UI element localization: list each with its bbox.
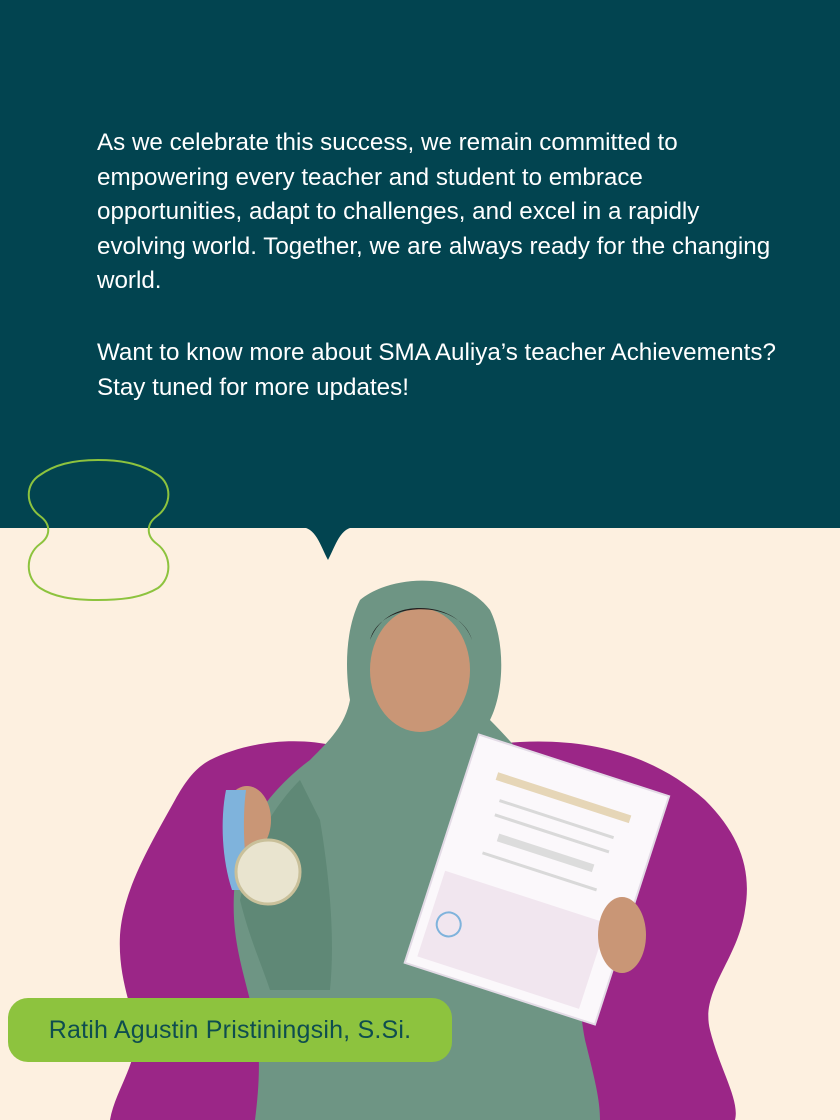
teacher-name: Ratih Agustin Pristiningsih, S.Si. bbox=[48, 1015, 412, 1044]
name-tag bbox=[8, 998, 452, 1062]
intro-paragraph: As we celebrate this success, we remain committed to empowering every teacher and student to embrace opportunities, adapt to challenges, and excel in a rapidly evolving world. Together, we are always ready for the changing world. bbox=[97, 129, 771, 294]
cta-paragraph: Want to know more about SMA Auliya’s teacher Achievements? Stay tuned for more updates! bbox=[97, 339, 776, 401]
